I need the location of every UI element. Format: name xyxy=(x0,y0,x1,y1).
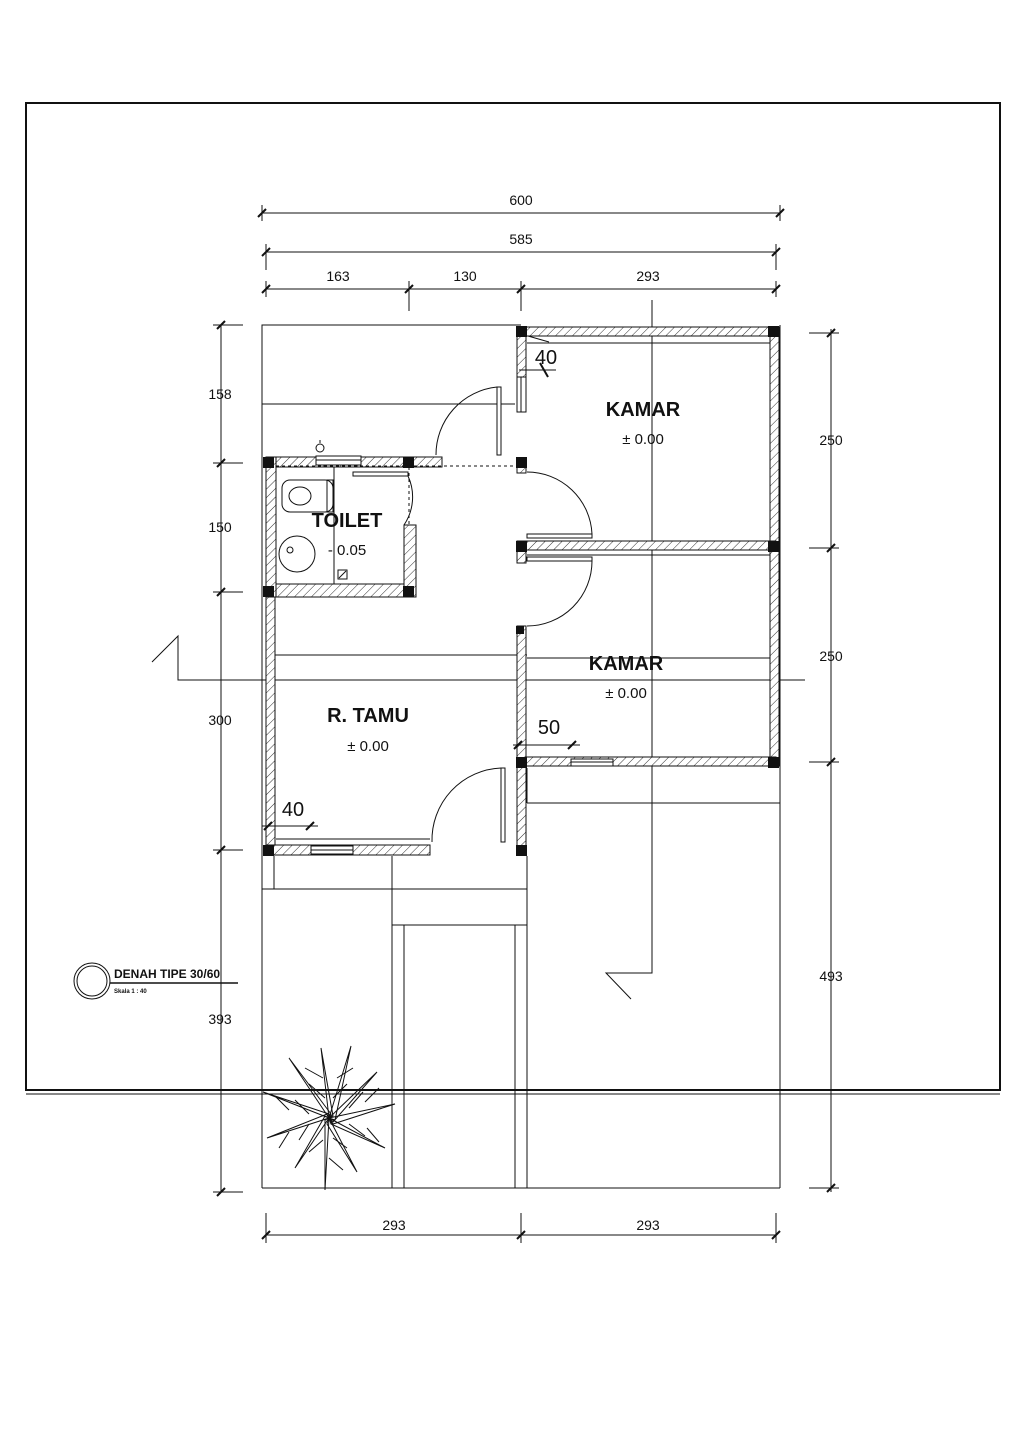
drawing-title: DENAH TIPE 30/60 xyxy=(114,967,221,981)
room-label-tamu: R. TAMU xyxy=(327,705,409,727)
walls xyxy=(266,327,779,855)
plant-symbol xyxy=(263,1046,395,1190)
dim-right-2: 250 xyxy=(819,648,843,664)
room-level-kamar-1: ± 0.00 xyxy=(622,431,664,448)
top-dimensions xyxy=(258,205,784,311)
room-label-toilet: TOILET xyxy=(311,510,383,532)
dim-wall-kamar: 40 xyxy=(534,347,558,369)
dim-right-1: 250 xyxy=(819,432,843,448)
dim-bottom-2: 293 xyxy=(636,1217,660,1233)
room-label-kamar-1: KAMAR xyxy=(605,399,681,421)
dim-wall-window: 50 xyxy=(537,717,561,739)
section-cut-lines xyxy=(152,300,805,999)
dim-bottom-1: 293 xyxy=(382,1217,406,1233)
room-level-toilet: - 0.05 xyxy=(327,542,367,559)
right-dimensions xyxy=(809,329,839,1192)
dim-top-inner: 585 xyxy=(509,231,533,247)
dim-top-seg2: 130 xyxy=(453,268,477,284)
room-level-kamar-2: ± 0.00 xyxy=(605,685,647,702)
dim-top-seg3: 293 xyxy=(636,268,660,284)
room-level-tamu: ± 0.00 xyxy=(347,738,389,755)
left-dimensions xyxy=(213,321,243,1196)
dim-right-3: 493 xyxy=(819,968,843,984)
dim-top-overall: 600 xyxy=(509,192,533,208)
dim-left-1: 158 xyxy=(208,386,232,402)
dim-top-seg1: 163 xyxy=(326,268,350,284)
dim-left-3: 300 xyxy=(208,712,232,728)
wall-thickness-marks xyxy=(262,336,580,830)
doors xyxy=(276,387,592,842)
dim-wall-tamu: 40 xyxy=(281,799,305,821)
sheet-border xyxy=(26,103,1000,1090)
room-label-kamar-2: KAMAR xyxy=(588,653,664,675)
bottom-dimensions xyxy=(262,1213,780,1243)
dim-left-2: 150 xyxy=(208,519,232,535)
drawing-scale: Skala 1 : 40 xyxy=(114,989,147,995)
dim-left-4: 393 xyxy=(208,1011,232,1027)
